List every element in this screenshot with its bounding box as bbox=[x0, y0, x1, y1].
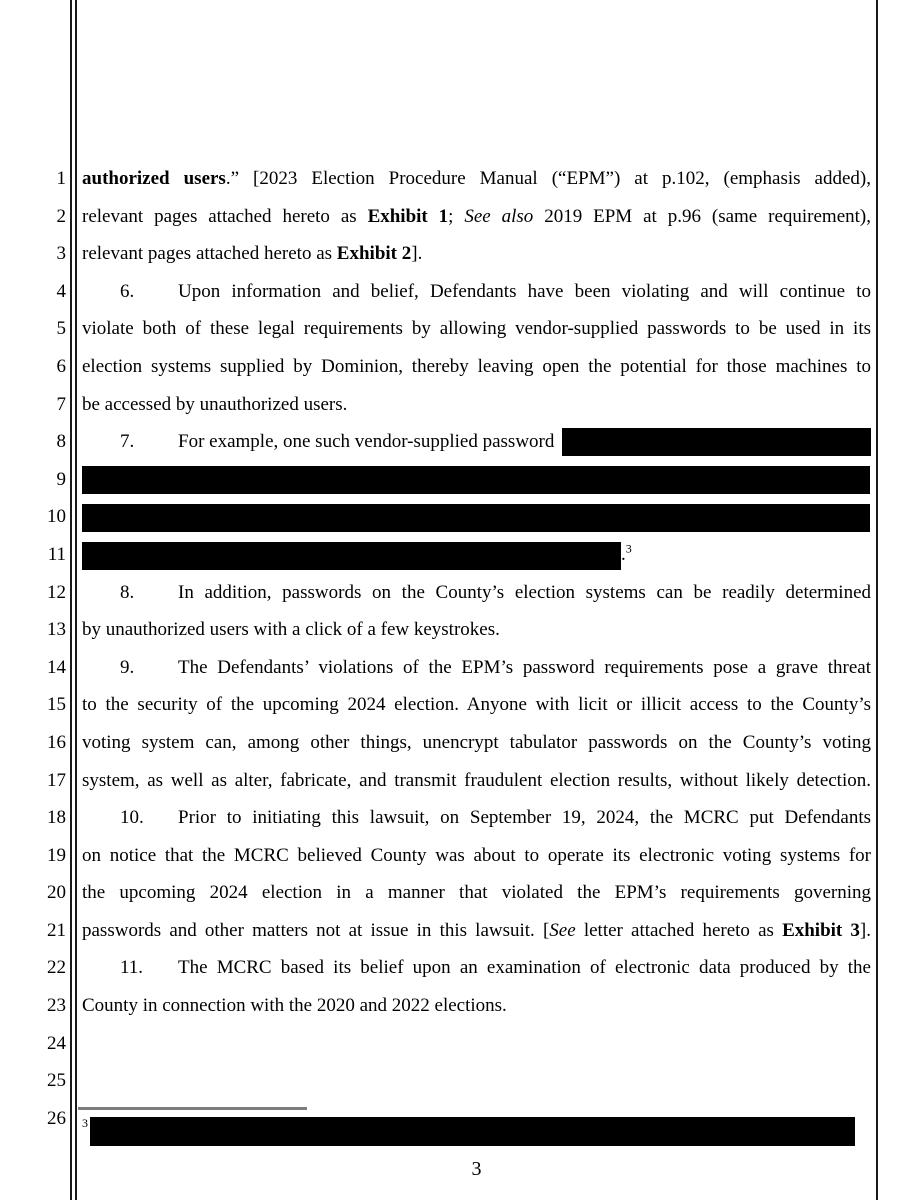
text-line bbox=[82, 348, 871, 386]
bold-text: authorized users bbox=[82, 168, 226, 189]
right-rule bbox=[876, 0, 878, 1200]
line-number: 9 bbox=[56, 468, 66, 490]
body-text: relevant pages attached hereto as bbox=[82, 243, 337, 265]
text-line bbox=[82, 498, 871, 536]
body-text: The MCRC based its belief upon an examination of electronic data produced by the bbox=[178, 957, 871, 979]
body-text: . bbox=[621, 543, 626, 565]
line-number: 14 bbox=[47, 656, 66, 678]
line-number: 10 bbox=[47, 506, 66, 528]
paragraph-number: 8. bbox=[120, 581, 135, 603]
text-line bbox=[82, 310, 871, 348]
redaction-bar bbox=[82, 466, 870, 494]
text-line bbox=[82, 198, 871, 236]
text-line bbox=[82, 949, 871, 987]
paragraph-number: 11. bbox=[120, 957, 144, 979]
footnote bbox=[82, 1116, 871, 1146]
paragraph-number: 10. bbox=[120, 807, 144, 829]
text-line-blank bbox=[82, 1025, 871, 1063]
text-line bbox=[82, 536, 871, 574]
text-line bbox=[82, 912, 871, 950]
line-number: 12 bbox=[47, 581, 66, 603]
line-number: 7 bbox=[56, 393, 66, 415]
text-line bbox=[82, 686, 871, 724]
line-number: 18 bbox=[47, 807, 66, 829]
body-text: on notice that the MCRC believed County was about to operate its electronic voting systems for bbox=[82, 844, 871, 866]
line-number: 19 bbox=[47, 844, 66, 866]
exhibit-reference: Exhibit 1 bbox=[367, 205, 449, 227]
text-line bbox=[82, 423, 871, 461]
body-text: the upcoming 2024 election in a manner that violated the EPM’s requirements governing bbox=[82, 882, 871, 904]
text-line bbox=[82, 386, 871, 424]
line-number: 24 bbox=[47, 1032, 66, 1054]
body-text: In addition, passwords on the County’s election systems can be readily determined bbox=[178, 581, 871, 603]
exhibit-reference: Exhibit 2 bbox=[336, 243, 412, 265]
page-number: 3 bbox=[471, 1158, 482, 1180]
line-number: 21 bbox=[47, 919, 66, 941]
footnote-marker: 3 bbox=[82, 1116, 88, 1130]
body-text: passwords and other matters not at issue in this lawsuit. [ bbox=[82, 919, 550, 941]
text-line bbox=[82, 574, 871, 612]
line-number: 4 bbox=[56, 280, 66, 302]
text-line bbox=[82, 987, 871, 1025]
body-text: system, as well as alter, fabricate, and transmit fraudulent election results, without likely detection. bbox=[82, 769, 871, 791]
body-text: election systems supplied by Dominion, thereby leaving open the potential for those machines to bbox=[82, 355, 871, 377]
left-rule-inner bbox=[75, 0, 77, 1200]
line-number: 26 bbox=[47, 1107, 66, 1129]
line-number: 13 bbox=[47, 619, 66, 641]
body-text: relevant pages attached hereto as bbox=[82, 205, 368, 227]
body-text: be accessed by unauthorized users. bbox=[82, 393, 348, 415]
body-text: County in connection with the 2020 and 2022 elections. bbox=[82, 995, 507, 1017]
line-number: 1 bbox=[56, 168, 66, 189]
text-line bbox=[82, 273, 871, 311]
body-text: violate both of these legal requirements by allowing vendor-supplied passwords to be used in its bbox=[82, 318, 871, 340]
body-text: letter attached hereto as bbox=[575, 919, 783, 941]
footnote-redaction-bar bbox=[90, 1117, 855, 1146]
text-line bbox=[82, 235, 871, 273]
body-text: ]. bbox=[859, 919, 871, 941]
paragraph-number: 9. bbox=[120, 656, 135, 678]
body-text: ; bbox=[448, 205, 465, 227]
text-line bbox=[82, 874, 871, 912]
line-number: 11 bbox=[47, 543, 66, 565]
body-text: 2019 EPM at p.96 (same requirement), bbox=[533, 205, 871, 227]
line-number: 3 bbox=[56, 243, 66, 265]
line-number: 16 bbox=[47, 731, 66, 753]
redaction-bar bbox=[562, 428, 871, 456]
left-rule-outer bbox=[70, 0, 72, 1200]
exhibit-reference: Exhibit 3 bbox=[782, 919, 860, 941]
body-text: The Defendants’ violations of the EPM’s password requirements pose a grave threat bbox=[178, 656, 871, 678]
body-text: by unauthorized users with a click of a few keystrokes. bbox=[82, 619, 500, 641]
line-number: 15 bbox=[47, 694, 66, 716]
body-text: .” [2023 Election Procedure Manual (“EPM”) at p.102, (emphasis added), bbox=[225, 168, 871, 189]
paragraph-number: 7. bbox=[120, 431, 135, 453]
text-line bbox=[82, 649, 871, 687]
text-line-blank bbox=[82, 1062, 871, 1100]
paragraph-number: 6. bbox=[120, 280, 135, 302]
text-line bbox=[82, 762, 871, 800]
body-text: For example, one such vendor-supplied password bbox=[178, 431, 555, 453]
line-number: 20 bbox=[47, 882, 66, 904]
text-line bbox=[82, 837, 871, 875]
body-text: Upon information and belief, Defendants have been violating and will continue to bbox=[178, 280, 871, 302]
text-line bbox=[82, 611, 871, 649]
body-text: ]. bbox=[411, 243, 423, 265]
text-line bbox=[82, 160, 871, 198]
redaction-bar bbox=[82, 504, 870, 532]
line-number: 23 bbox=[47, 995, 66, 1017]
line-number: 8 bbox=[56, 431, 66, 453]
footnote-reference: 3 bbox=[625, 541, 632, 556]
line-number: 2 bbox=[56, 205, 66, 227]
text-line bbox=[82, 724, 871, 762]
footnote-separator bbox=[78, 1107, 307, 1110]
document-body bbox=[82, 160, 871, 1137]
redaction-bar bbox=[82, 542, 621, 570]
line-number: 17 bbox=[47, 769, 66, 791]
body-text: Prior to initiating this lawsuit, on September 19, 2024, the MCRC put Defendants bbox=[178, 807, 871, 829]
text-line bbox=[82, 799, 871, 837]
body-text: voting system can, among other things, unencrypt tabulator passwords on the County’s voting bbox=[82, 731, 871, 753]
text-line bbox=[82, 461, 871, 499]
line-number: 25 bbox=[47, 1070, 66, 1092]
line-number-column bbox=[0, 160, 66, 1137]
line-number: 6 bbox=[56, 355, 66, 377]
body-text: to the security of the upcoming 2024 election. Anyone with licit or illicit access to the County’s bbox=[82, 694, 871, 716]
citation-signal: See also bbox=[464, 205, 534, 227]
line-number: 22 bbox=[47, 957, 66, 979]
line-number: 5 bbox=[56, 318, 66, 340]
citation-signal: See bbox=[549, 919, 576, 941]
